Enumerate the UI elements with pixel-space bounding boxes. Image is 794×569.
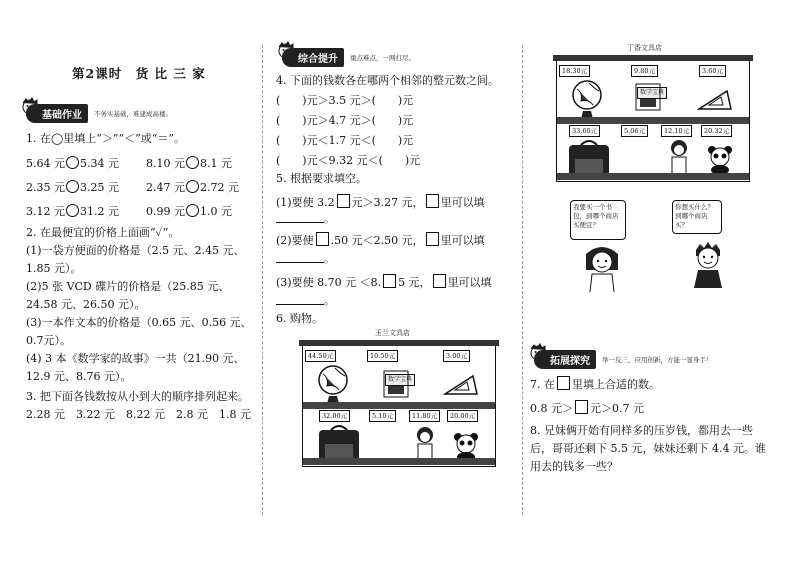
q5-text: 里可以填	[440, 196, 485, 209]
q7-text: 里填上合适的数。	[572, 378, 660, 391]
q6-prompt: 6. 购物。	[276, 312, 323, 325]
book-icon	[635, 83, 661, 111]
q1-value: 5.34 元	[80, 157, 119, 170]
q4-prompt: 4. 下面的钱数各在哪两个相邻的整元数之间。	[276, 74, 499, 87]
boy-figure	[686, 240, 730, 288]
q7-text: 元＞0.7 元	[590, 402, 644, 415]
answer-box[interactable]	[316, 232, 329, 246]
triangle-ruler-icon	[697, 89, 733, 111]
store-illustration-dingxiang	[556, 44, 750, 182]
q5-text: 里可以填	[440, 234, 485, 247]
answer-box[interactable]	[426, 232, 439, 246]
book-cover: 数学宝典	[637, 87, 667, 99]
q4-row	[276, 114, 413, 128]
price-tag: 44.50元	[305, 350, 336, 362]
girl-figure	[580, 244, 624, 292]
panda-icon	[707, 145, 733, 175]
q5-prompt: 5. 根据要求填空。	[276, 172, 367, 185]
speech-bubble-girl: 我要买一个书包，到哪个商店买便宜？	[570, 200, 626, 240]
section-header-explore	[534, 350, 713, 368]
q5-answer-line[interactable]: 。	[276, 212, 335, 226]
price-tag: 3.60元	[699, 65, 726, 77]
compare-circle[interactable]	[66, 180, 79, 193]
q1-value: 0.99 元	[146, 205, 185, 218]
q5-text: (2)要使	[276, 234, 314, 247]
compare-circle[interactable]	[66, 204, 79, 217]
q2-line: (1)一袋方便面的价格是（2.5 元、2.45 元、	[26, 244, 245, 257]
q1-value: 2.72 元	[200, 181, 239, 194]
store-illustration-yulan	[302, 329, 496, 467]
q4-text: (	[276, 114, 281, 127]
section-label: 拓展探究	[534, 350, 596, 369]
q2-line: (2)5 张 VCD 碟片的价格是（25.85 元、	[26, 280, 230, 293]
price-tag: 10.50元	[367, 350, 398, 362]
price-tag: 5.10元	[369, 410, 396, 422]
section-subtitle: 举一反三，应用创新，方能一显身手！	[602, 355, 713, 364]
q2-line: 0.7元）。	[26, 334, 71, 347]
q1-value: 2.35 元	[26, 181, 65, 194]
q1-value: 8.10 元	[146, 157, 185, 170]
answer-box[interactable]	[575, 400, 588, 414]
answer-box[interactable]	[557, 376, 570, 390]
q4-text: )元	[397, 94, 414, 107]
q8-line: 8. 兄妹俩开始有同样多的压岁钱，都用去一些	[530, 424, 753, 437]
lesson-title: 第2课时 货 比 三 家	[72, 66, 206, 81]
q1-value: 3.25 元	[80, 181, 119, 194]
q7-expression	[530, 400, 644, 416]
q4-text: )元＜9.32 元＜(	[302, 154, 383, 167]
price-tag: 5.06元	[621, 125, 648, 137]
q2-line: 1.85 元）。	[26, 262, 82, 275]
price-tag: 20.00元	[447, 410, 478, 422]
section-subtitle: 不务实基础，难建成高楼。	[94, 109, 172, 118]
q4-text: (	[276, 154, 281, 167]
q3-values: 2.28 元 3.22 元 8.22 元 2.8 元 1.8 元	[26, 408, 251, 421]
q4-row	[276, 154, 420, 168]
section-subtitle: 重点难点，一网打尽。	[350, 53, 415, 62]
price-tag: 33.60元	[569, 125, 600, 137]
globe-icon	[315, 362, 351, 406]
q2-line: (3)一本作文本的价格是（0.65 元、0.56 元、	[26, 316, 252, 329]
q1-value: 31.2 元	[80, 205, 119, 218]
book-icon	[383, 370, 409, 398]
answer-box[interactable]	[433, 274, 446, 288]
speech-bubble-boy: 你想买什么？到哪个商店买？	[672, 200, 722, 234]
q5-answer-line[interactable]: 。	[276, 252, 335, 266]
column-divider-left	[262, 45, 263, 515]
compare-circle[interactable]	[186, 204, 199, 217]
q4-text: (	[276, 94, 281, 107]
q5-text: 里可以填	[447, 276, 492, 289]
q4-text: )元	[397, 134, 414, 147]
price-tag: 20.32元	[701, 125, 732, 137]
q4-row	[276, 94, 413, 108]
answer-box[interactable]	[337, 194, 350, 208]
compare-circle[interactable]	[186, 156, 199, 169]
price-tag: 3.00元	[443, 350, 470, 362]
q2-line: 24.58 元、26.50 元）。	[26, 298, 146, 311]
q5-item	[276, 194, 485, 210]
q2-line: (4) 3 本《数学家的故事》一共（21.90 元、	[26, 352, 245, 365]
q4-text: )元＜1.7 元＜(	[302, 134, 376, 147]
q7-text: 0.8 元＞	[530, 402, 573, 415]
compare-circle[interactable]	[186, 180, 199, 193]
q2-line: 12.9 元、8.76 元）。	[26, 370, 132, 383]
q4-text: )元	[404, 154, 421, 167]
q5-text: (1)要使 3.2	[276, 196, 335, 209]
q8-line: 用去的钱多一些？	[530, 460, 618, 473]
q1-prompt: 1. 在◯里填上“＞”“＜”或“＝”。	[26, 132, 186, 145]
book-cover: 数学宝典	[385, 374, 415, 386]
q4-text: )元＞4.7 元＞(	[302, 114, 376, 127]
q5-text: (3)要使 8.70 元 ＜8.	[276, 276, 382, 289]
column-divider-right	[522, 45, 523, 515]
q1-value: 2.47 元	[146, 181, 185, 194]
globe-icon	[569, 77, 605, 121]
q1-value: 5.64 元	[26, 157, 65, 170]
q4-row	[276, 134, 413, 148]
q8-line: 后，哥哥还剩下 5.5 元，妹妹还剩下 4.4 元。谁	[530, 442, 766, 455]
q5-text: 元＞3.27 元，	[351, 196, 424, 209]
q4-text: )元＞3.5 元＞(	[302, 94, 376, 107]
price-tag: 32.00元	[319, 410, 350, 422]
q5-answer-line[interactable]: 。	[276, 294, 335, 308]
q5-text: 5 元，	[398, 276, 431, 289]
answer-box[interactable]	[426, 194, 439, 208]
q5-item	[276, 274, 492, 290]
q7-prompt	[530, 376, 660, 392]
price-tag: 9.80元	[631, 65, 658, 77]
q1-value: 1.0 元	[200, 205, 232, 218]
q5-item	[276, 232, 485, 248]
q4-text: (	[276, 134, 281, 147]
q4-text: )元	[397, 114, 414, 127]
q5-text: .50 元＜2.50 元，	[330, 234, 424, 247]
store-name: 丁香文具店	[627, 44, 662, 52]
price-tag: 18.30元	[559, 65, 590, 77]
compare-circle[interactable]	[66, 156, 79, 169]
price-tag: 12.10元	[661, 125, 692, 137]
section-header-advanced	[282, 48, 415, 66]
section-label: 综合提升	[282, 48, 344, 67]
section-header-basic	[26, 104, 172, 122]
section-label: 基础作业	[26, 104, 88, 123]
doll-icon	[667, 139, 691, 177]
triangle-ruler-icon	[443, 374, 479, 396]
price-tag: 11.80元	[409, 410, 440, 422]
q2-prompt: 2. 在最便宜的价格上面画“✓”。	[26, 226, 180, 239]
store-name: 玉兰文具店	[375, 329, 410, 337]
q7-text: 7. 在	[530, 378, 555, 391]
q3-prompt: 3. 把下面各钱数按从小到大的顺序排列起来。	[26, 390, 249, 403]
q1-value: 3.12 元	[26, 205, 65, 218]
q1-value: 8.1 元	[200, 157, 232, 170]
answer-box[interactable]	[383, 274, 396, 288]
